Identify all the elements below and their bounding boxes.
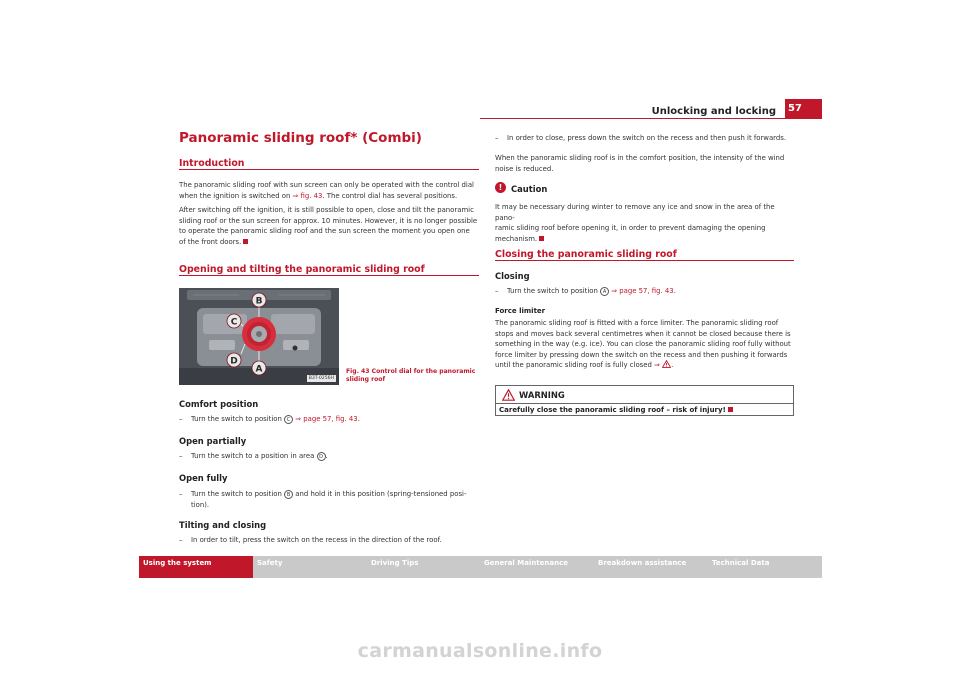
heading-introduction: Introduction (179, 158, 245, 169)
watermark: carmanualsonline.info (357, 640, 603, 662)
tab-safety[interactable]: Safety (257, 559, 283, 567)
comfort-note: When the panoramic sliding roof is in the comfort position, the intensity of the wind noise is reduced. (495, 154, 785, 173)
figure-caption: Fig. 43 Control dial for the panoramic sliding roof (346, 368, 476, 383)
fig-43-link[interactable]: ⇒ fig. 43 (292, 191, 323, 200)
heading-closing-roof: Closing the panoramic sliding roof (495, 249, 677, 260)
dial-label-c: C (230, 317, 238, 328)
heading-open-partially: Open partially (179, 436, 247, 446)
position-a-badge: A (600, 287, 609, 296)
figure-code: B3T-0256H (308, 376, 334, 381)
fully-step: – Turn the switch to position B and hold it in this position (spring-tensioned posi- tion). (179, 490, 467, 509)
caution-heading: ! Caution (495, 184, 547, 194)
footer-nav (139, 556, 822, 578)
dial-label-a: A (255, 364, 263, 375)
tab-technical-data[interactable]: Technical Data (712, 559, 770, 567)
end-of-section-icon (243, 239, 248, 244)
heading-rule (179, 275, 479, 276)
figure-control-dial (179, 288, 339, 385)
running-header: Unlocking and locking (651, 106, 776, 117)
caution-text: It may be necessary during winter to remove any ice and snow in the area of the pano- ramic sliding roof before opening it, in order to prevent damaging the opening mechanism. (495, 203, 775, 243)
position-d-badge: D (317, 452, 326, 461)
page-57-link[interactable]: ⇒ page 57, fig. 43 (295, 415, 358, 423)
tab-general-maintenance[interactable]: General Maintenance (484, 559, 568, 567)
warning-heading: WARNING (519, 390, 565, 400)
warning-text: Carefully close the panoramic sliding roof – risk of injury! (499, 406, 733, 414)
heading-closing: Closing (495, 271, 530, 281)
heading-tilting-closing: Tilting and closing (179, 520, 267, 530)
page-title: Panoramic sliding roof* (Combi) (179, 130, 422, 146)
heading-rule (495, 260, 794, 261)
warning-triangle-icon (662, 360, 671, 368)
end-of-section-icon (539, 236, 544, 241)
position-b-badge: B (284, 490, 293, 499)
tab-driving-tips[interactable]: Driving Tips (371, 559, 419, 567)
intro-paragraph-1: The panoramic sliding roof with sun screen can only be operated with the control dial when the ignition is switched on ⇒ fig. 43. The control dial has several positions. (179, 181, 474, 200)
tilting-step: – In order to tilt, press the switch on the recess in the direction of the roof. (179, 536, 442, 544)
heading-open-fully: Open fully (179, 473, 228, 483)
warning-triangle-icon (502, 389, 515, 401)
force-limiter-text: The panoramic sliding roof is fitted with a force limiter. The panoramic sliding roof stops and moves back several centimetres when it cannot be closed because there is something in the way (e.g. ice). You can close the panoramic sliding roof fully without force limiter by pressing down the switch on the recess and then pushing it forwards until the panoramic sliding roof is fully closed ⇒ . (495, 319, 791, 370)
heading-force-limiter: Force limiter (495, 307, 546, 315)
warning-box (495, 385, 794, 416)
closing-step: – Turn the switch to position A ⇒ page 57, fig. 43. (495, 287, 676, 295)
tab-using-the-system[interactable]: Using the system (139, 556, 253, 578)
intro-paragraph-2: After switching off the ignition, it is still possible to open, close and tilt the panoramic sliding roof or the sun screen for approx. 10 minutes. However, it is no longer possible to operate the panoramic sliding roof and the sun screen the moment you open one of the front doors. (179, 206, 478, 246)
end-of-section-icon (728, 407, 733, 412)
close-step: – In order to close, press down the switch on the recess and then push it forwards. (495, 134, 787, 142)
partially-step: – Turn the switch to a position in area D . (179, 452, 328, 460)
dial-label-d: D (230, 356, 238, 367)
position-c-badge: C (284, 415, 293, 424)
comfort-step: – Turn the switch to position C ⇒ page 57, fig. 43. (179, 415, 360, 423)
header-rule (480, 118, 786, 119)
caution-icon: ! (495, 182, 506, 193)
heading-rule (179, 169, 479, 170)
page-57-link[interactable]: ⇒ page 57, fig. 43 (611, 287, 674, 295)
heading-comfort-position: Comfort position (179, 399, 259, 409)
dial-label-b: B (255, 296, 263, 307)
control-dial-illustration (179, 288, 339, 385)
warning-header (496, 386, 793, 404)
page-number: 57 (785, 99, 822, 119)
warning-ref-arrow[interactable]: ⇒ (654, 361, 660, 370)
tab-breakdown-assistance[interactable]: Breakdown assistance (598, 559, 687, 567)
heading-opening-tilting: Opening and tilting the panoramic sliding roof (179, 264, 425, 275)
